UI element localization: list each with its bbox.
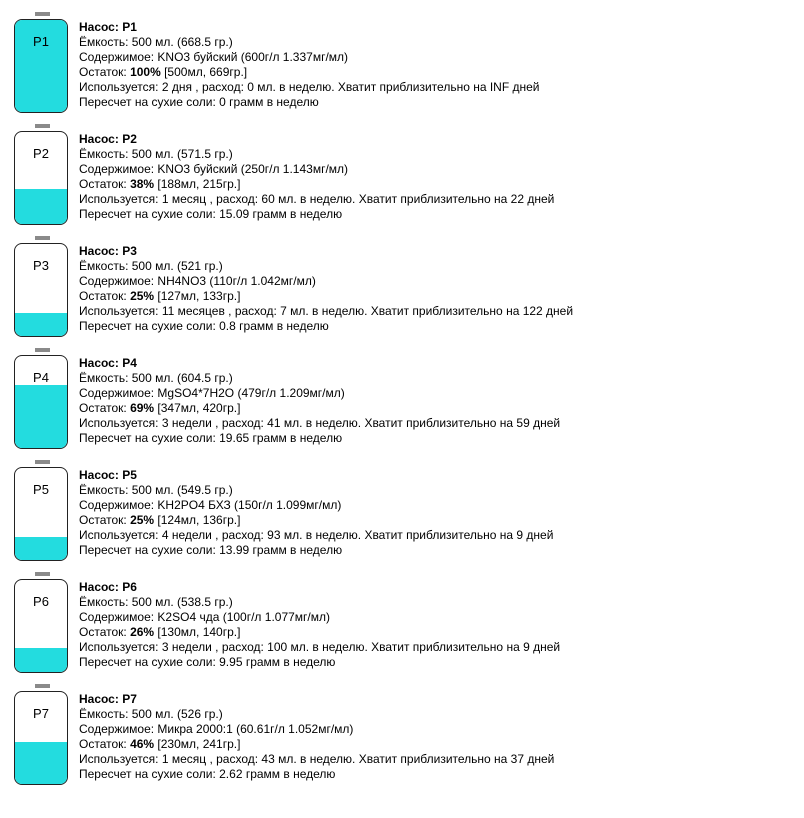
usage-line: Используется: 3 недели , расход: 41 мл. в неделю. Хватит приблизительно на 59 дней — [79, 416, 561, 430]
remainder-line — [79, 737, 554, 752]
capacity-line: Ёмкость: 500 мл. (538.5 гр.) — [79, 595, 233, 609]
remainder-prefix: Остаток: — [79, 513, 131, 527]
bottle-label: P2 — [33, 146, 49, 161]
usage-line: Используется: 11 месяцев , расход: 7 мл. в неделю. Хватит приблизительно на 122 дней — [79, 304, 574, 318]
remainder-line — [79, 513, 553, 528]
remainder-percent: 69% — [130, 401, 155, 415]
usage-line: Используется: 3 недели , расход: 100 мл. в неделю. Хватит приблизительно на 9 дней — [79, 640, 561, 654]
bottle-label: P7 — [33, 706, 49, 721]
pump-info — [79, 132, 554, 222]
remainder-line — [79, 65, 540, 80]
pump-title-name: P2 — [122, 132, 137, 146]
bottle-label: P4 — [33, 370, 49, 385]
pump-title-prefix: Насос: — [79, 20, 123, 34]
dry-salts-line: Пересчет на сухие соли: 2.62 грамм в неделю — [79, 767, 336, 781]
pump-card-p2 — [0, 112, 804, 224]
remainder-rest: [500мл, 669гр.] — [160, 65, 248, 79]
remainder-rest: [230мл, 241гр.] — [154, 737, 241, 751]
content-line: Содержимое: NH4NO3 (110г/л 1.042мг/мл) — [79, 274, 316, 288]
pump-title-prefix: Насос: — [79, 468, 123, 482]
liquid-level — [15, 313, 67, 336]
content-line: Содержимое: KNO3 буйский (250г/л 1.143мг/мл) — [79, 162, 349, 176]
remainder-prefix: Остаток: — [79, 177, 131, 191]
pump-title-prefix: Насос: — [79, 244, 123, 258]
bottle-cap — [35, 348, 50, 352]
dry-salts-line: Пересчет на сухие соли: 9.95 грамм в неделю — [79, 655, 336, 669]
capacity-line: Ёмкость: 500 мл. (549.5 гр.) — [79, 483, 233, 497]
remainder-prefix: Остаток: — [79, 625, 131, 639]
liquid-level — [15, 385, 67, 448]
pump-title — [79, 244, 573, 259]
bottle-cap — [35, 684, 50, 688]
bottle[interactable] — [14, 691, 68, 785]
liquid-level — [15, 742, 67, 784]
remainder-percent: 26% — [130, 625, 155, 639]
pump-info — [79, 580, 560, 670]
bottle-label: P5 — [33, 482, 49, 497]
bottle[interactable] — [14, 355, 68, 449]
pump-card-p5 — [0, 448, 804, 560]
pump-info — [79, 356, 560, 446]
dry-salts-line: Пересчет на сухие соли: 13.99 грамм в неделю — [79, 543, 343, 557]
remainder-line — [79, 401, 560, 416]
bottle[interactable] — [14, 467, 68, 561]
usage-line: Используется: 1 месяц , расход: 43 мл. в неделю. Хватит приблизительно на 37 дней — [79, 752, 555, 766]
pump-title — [79, 132, 554, 147]
pump-card-p4 — [0, 336, 804, 448]
dry-salts-line: Пересчет на сухие соли: 19.65 грамм в неделю — [79, 431, 343, 445]
bottle[interactable] — [14, 579, 68, 673]
dry-salts-line: Пересчет на сухие соли: 15.09 грамм в неделю — [79, 207, 343, 221]
bottle-label: P6 — [33, 594, 49, 609]
bottle-cap — [35, 124, 50, 128]
remainder-prefix: Остаток: — [79, 737, 131, 751]
liquid-level — [15, 648, 67, 672]
remainder-line — [79, 289, 573, 304]
remainder-rest: [124мл, 136гр.] — [154, 513, 241, 527]
remainder-line — [79, 625, 560, 640]
bottle-cap — [35, 12, 50, 16]
content-line: Содержимое: KH2PO4 БХЗ (150г/л 1.099мг/мл) — [79, 498, 342, 512]
remainder-rest: [347мл, 420гр.] — [154, 401, 241, 415]
bottle-cap — [35, 460, 50, 464]
pump-title — [79, 356, 560, 371]
bottle-cap — [35, 236, 50, 240]
remainder-percent: 38% — [130, 177, 155, 191]
liquid-level — [15, 537, 67, 560]
pump-card-p3 — [0, 224, 804, 336]
capacity-line: Ёмкость: 500 мл. (604.5 гр.) — [79, 371, 233, 385]
pump-title-name: P5 — [122, 468, 137, 482]
pump-title-prefix: Насос: — [79, 356, 123, 370]
liquid-level — [15, 189, 67, 224]
bottle[interactable] — [14, 19, 68, 113]
capacity-line: Ёмкость: 500 мл. (526 гр.) — [79, 707, 223, 721]
bottle-label: P1 — [33, 34, 49, 49]
dry-salts-line: Пересчет на сухие соли: 0 грамм в неделю — [79, 95, 319, 109]
pump-title-prefix: Насос: — [79, 692, 123, 706]
pump-title — [79, 20, 540, 35]
content-line: Содержимое: K2SO4 чда (100г/л 1.077мг/мл) — [79, 610, 331, 624]
pump-info — [79, 244, 573, 334]
pump-card-p1 — [0, 0, 804, 112]
capacity-line: Ёмкость: 500 мл. (668.5 гр.) — [79, 35, 233, 49]
bottle-label: P3 — [33, 258, 49, 273]
pump-title-prefix: Насос: — [79, 580, 123, 594]
bottle[interactable] — [14, 131, 68, 225]
pump-info — [79, 692, 554, 782]
pump-title — [79, 580, 560, 595]
pump-info — [79, 468, 553, 558]
pump-title — [79, 468, 553, 483]
usage-line: Используется: 2 дня , расход: 0 мл. в неделю. Хватит приблизительно на INF дней — [79, 80, 540, 94]
pump-info — [79, 20, 540, 110]
content-line: Содержимое: MgSO4*7H2O (479г/л 1.209мг/мл) — [79, 386, 345, 400]
pump-card-p7 — [0, 672, 804, 784]
bottle-cap — [35, 572, 50, 576]
content-line: Содержимое: KNO3 буйский (600г/л 1.337мг/мл) — [79, 50, 349, 64]
usage-line: Используется: 1 месяц , расход: 60 мл. в неделю. Хватит приблизительно на 22 дней — [79, 192, 555, 206]
remainder-percent: 25% — [130, 513, 155, 527]
remainder-rest: [130мл, 140гр.] — [154, 625, 241, 639]
capacity-line: Ёмкость: 500 мл. (521 гр.) — [79, 259, 223, 273]
remainder-prefix: Остаток: — [79, 401, 131, 415]
pump-title-name: P1 — [122, 20, 137, 34]
pump-title-name: P3 — [122, 244, 137, 258]
remainder-percent: 46% — [130, 737, 155, 751]
content-line: Содержимое: Микра 2000:1 (60.61г/л 1.052мг/мл) — [79, 722, 354, 736]
pump-title-name: P6 — [122, 580, 137, 594]
pump-title-name: P7 — [122, 692, 137, 706]
dry-salts-line: Пересчет на сухие соли: 0.8 грамм в неделю — [79, 319, 329, 333]
pump-title-name: P4 — [122, 356, 137, 370]
bottle[interactable] — [14, 243, 68, 337]
remainder-rest: [127мл, 133гр.] — [154, 289, 241, 303]
remainder-prefix: Остаток: — [79, 289, 131, 303]
remainder-rest: [188мл, 215гр.] — [154, 177, 241, 191]
pump-title-prefix: Насос: — [79, 132, 123, 146]
remainder-percent: 25% — [130, 289, 155, 303]
pump-title — [79, 692, 554, 707]
capacity-line: Ёмкость: 500 мл. (571.5 гр.) — [79, 147, 233, 161]
usage-line: Используется: 4 недели , расход: 93 мл. в неделю. Хватит приблизительно на 9 дней — [79, 528, 554, 542]
remainder-percent: 100% — [130, 65, 161, 79]
pump-card-p6 — [0, 560, 804, 672]
remainder-prefix: Остаток: — [79, 65, 131, 79]
remainder-line — [79, 177, 554, 192]
